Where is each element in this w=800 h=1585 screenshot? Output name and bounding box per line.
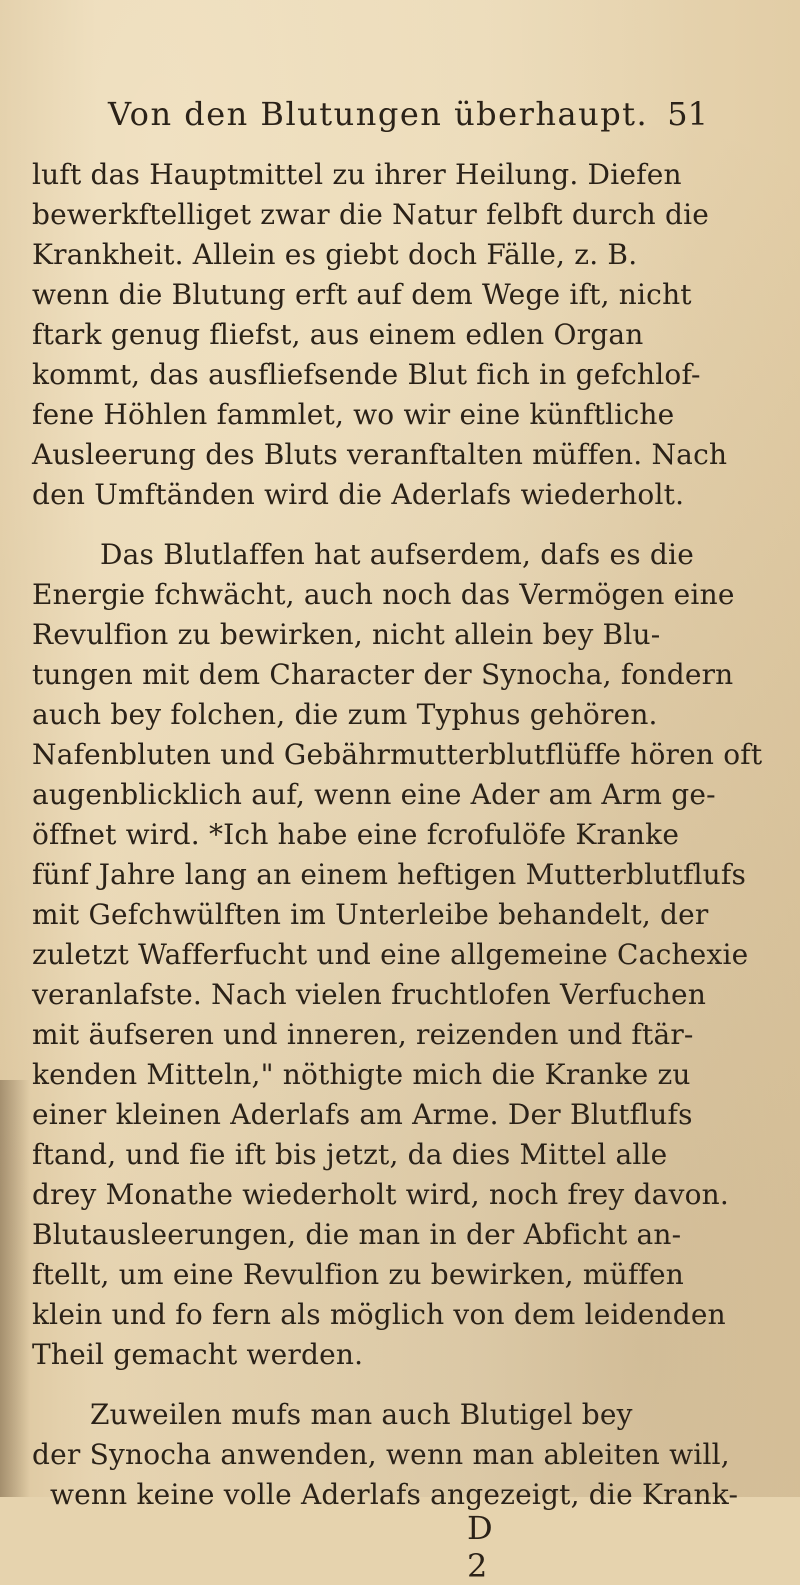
text-line: auch bey folchen, die zum Typhus gehören. — [32, 698, 658, 731]
text-line: ftand, und fie ift bis jetzt, da dies Mittel alle — [32, 1138, 668, 1171]
text-line: ftark genug fliefst, aus einem edlen Organ — [32, 318, 644, 351]
text-line: drey Monathe wiederholt wird, noch frey davon. — [32, 1178, 729, 1211]
text-line: öffnet wird. *Ich habe eine fcrofulöfe Kranke — [32, 818, 680, 851]
text-line: ftellt, um eine Revulfion zu bewirken, müffen — [32, 1258, 685, 1291]
text-line: Blutausleerungen, die man in der Abficht an- — [32, 1218, 682, 1251]
text-line: mit äufseren und inneren, reizenden und ftär- — [32, 1018, 694, 1051]
text-line: Zuweilen mufs man auch Blutigel bey — [90, 1398, 633, 1431]
text-line: Das Blutlaffen hat aufserdem, dafs es die — [100, 538, 694, 571]
running-header — [108, 95, 708, 143]
text-line: fünf Jahre lang an einem heftigen Mutterblutflufs — [32, 858, 747, 891]
text-line: Theil gemacht werden. — [32, 1338, 364, 1371]
running-title: Von den Blutungen überhaupt. — [108, 95, 649, 133]
text-line: den Umftänden wird die Aderlafs wiederholt. — [32, 478, 685, 511]
text-line: augenblicklich auf, wenn eine Ader am Arm ge- — [32, 778, 716, 811]
text-line: zuletzt Wafferfucht und eine allgemeine Cachexie — [32, 938, 749, 971]
text-line: der Synocha anwenden, wenn man ableiten will, — [32, 1438, 730, 1471]
text-line: Nafenbluten und Gebährmutterblutflüffe hören oft — [32, 738, 763, 771]
text-line: Energie fchwächt, auch noch das Vermögen eine — [32, 578, 735, 611]
signature-mark: D 2 — [467, 1509, 499, 1585]
page-edge-shadow — [0, 1080, 30, 1497]
text-line: Revulfion zu bewirken, nicht allein bey Blu- — [32, 618, 661, 651]
text-line: Ausleerung des Bluts veranftalten müffen. Nach — [32, 438, 728, 471]
text-line: fene Höhlen fammlet, wo wir eine künftliche — [32, 398, 675, 431]
text-line: veranlafste. Nach vielen fruchtlofen Verfuchen — [32, 978, 707, 1011]
text-line: luft das Hauptmittel zu ihrer Heilung. Diefen — [32, 158, 682, 191]
text-line: wenn die Blutung erft auf dem Wege ift, nicht — [32, 278, 692, 311]
text-line: kenden Mitteln," nöthigte mich die Kranke zu — [32, 1058, 691, 1091]
text-line: klein und fo fern als möglich von dem leidenden — [32, 1298, 726, 1331]
text-line: tungen mit dem Character der Synocha, fondern — [32, 658, 734, 691]
page-number: 51 — [667, 95, 708, 133]
text-line: einer kleinen Aderlafs am Arme. Der Blutflufs — [32, 1098, 693, 1131]
text-line: kommt, das ausfliefsende Blut fich in gefchlof- — [32, 358, 701, 391]
text-line: Krankheit. Allein es giebt doch Fälle, z. B. — [32, 238, 638, 271]
text-line: wenn keine volle Aderlafs angezeigt, die Krank- — [50, 1478, 739, 1511]
text-line: bewerkftelliget zwar die Natur felbft durch die — [32, 198, 710, 231]
text-line: mit Gefchwülften im Unterleibe behandelt, der — [32, 898, 709, 931]
